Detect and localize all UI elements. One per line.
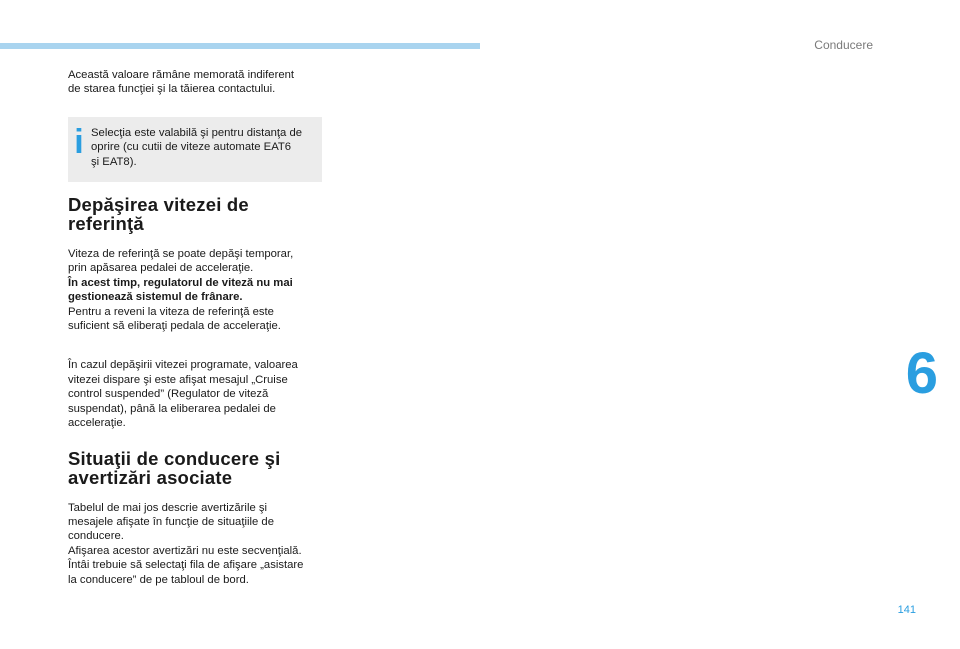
intro-paragraph: Această valoare rămâne memorată indiferent de starea funcţiei şi la tăierea contactului. <box>68 69 295 96</box>
section-title: Conducere <box>814 38 873 52</box>
note-text: Selecţia este valabilă şi pentru distanţa de oprire (cu cutii de viteze automate EAT6 şi EAT8). <box>91 126 303 168</box>
paragraph-table-intro: Tabelul de mai jos descrie avertizările şi mesajele afişate în funcţie de situaţiile de conducere. Afişarea acestor avertizări nu este secvenţială. Întâi trebuie să selectaţi fila de afişare „asistare la conducere” de pe tabloul de bord. <box>68 501 304 586</box>
page-number: 141 <box>897 604 916 616</box>
heading-speed-overrun: Depăşirea vitezei de referinţă <box>68 194 249 235</box>
paragraph-message: În cazul depăşirii vitezei programate, valoarea vitezei dispare şi este afişat mesajul „Cruise control suspended” (Regulator de viteză suspendat), până la eliberarea pedalei de acceleraţie. <box>68 359 298 430</box>
paragraph-overrun: Viteza de referinţă se poate depăşi temporar, prin apăsarea pedalei de acceleraţie. În acest timp, regulatorul de viteză nu mai gestionează sistemul de frânare. Pentru a reveni la viteza de referinţă este suficient să eliberaţi pedala de acceleraţie. <box>68 248 294 333</box>
main-column <box>68 68 326 587</box>
info-note <box>68 117 322 182</box>
heading-driving-situations: Situaţii de conducere şi avertizări asociate <box>68 447 281 488</box>
info-icon: i <box>74 122 84 161</box>
chapter-number: 6 <box>905 341 938 406</box>
header-accent-bar <box>0 43 480 49</box>
